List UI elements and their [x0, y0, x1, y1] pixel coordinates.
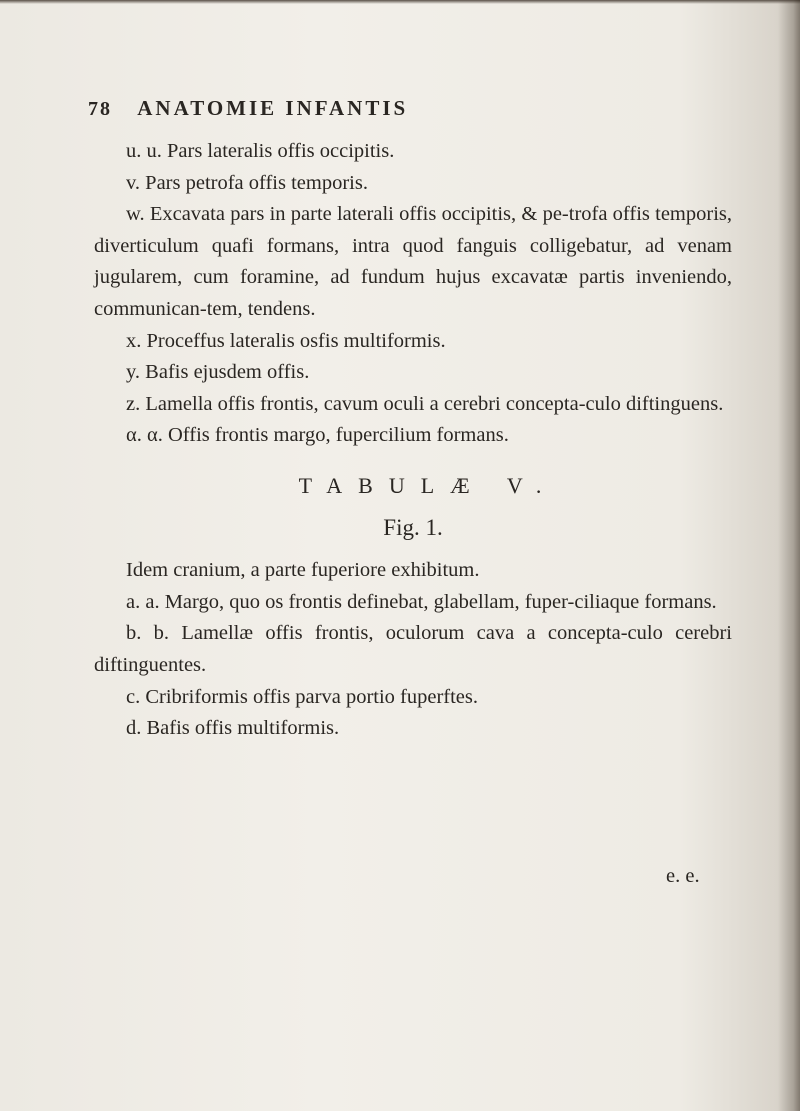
page-number: 78 [88, 98, 112, 120]
entry-x: x. Proceffus lateralis osfis multiformis. [126, 329, 446, 352]
entry-w: w. Excavata pars in parte laterali offis occipitis, & pe-trofa offis temporis, diverticulum quafi formans, intra quod fanguis colligebatur, ad venam jugularem, cum foramine, ad fundum hujus excavatæ partis inveniendo, communican-tem, tendens. [94, 203, 732, 320]
plate-heading: TABULÆ V. [298, 472, 558, 498]
spine-shadow [778, 0, 800, 1111]
entry-z: z. Lamella offis frontis, cavum oculi a cerebri concepta-culo diftinguens. [126, 392, 724, 415]
entry-v: v. Pars petrofa offis temporis. [126, 171, 368, 194]
entry-a: a. a. Margo, quo os frontis definebat, glabellam, fuper-ciliaque formans. [126, 590, 717, 613]
entry-d: d. Bafis offis multiformis. [126, 717, 340, 740]
figure-caption: Idem cranium, a parte fuperiore exhibitum. [126, 559, 480, 582]
figure-heading: Fig. 1. [383, 514, 443, 540]
page-header [88, 96, 728, 121]
page-body [94, 136, 732, 745]
entry-alpha: α. α. Offis frontis margo, fupercilium formans. [126, 424, 509, 447]
entry-y: y. Bafis ejusdem offis. [126, 361, 310, 384]
entry-u: u. u. Pars lateralis offis occipitis. [126, 140, 395, 162]
entry-c: c. Cribriformis offis parva portio fuperftes. [126, 685, 479, 708]
entry-b: b. b. Lamellæ offis frontis, oculorum cava a concepta-culo cerebri diftinguentes. [94, 622, 732, 676]
catchword: e. e. [666, 865, 700, 887]
running-title: ANATOMIE INFANTIS [137, 96, 409, 120]
page-edge-shadow [0, 0, 800, 4]
